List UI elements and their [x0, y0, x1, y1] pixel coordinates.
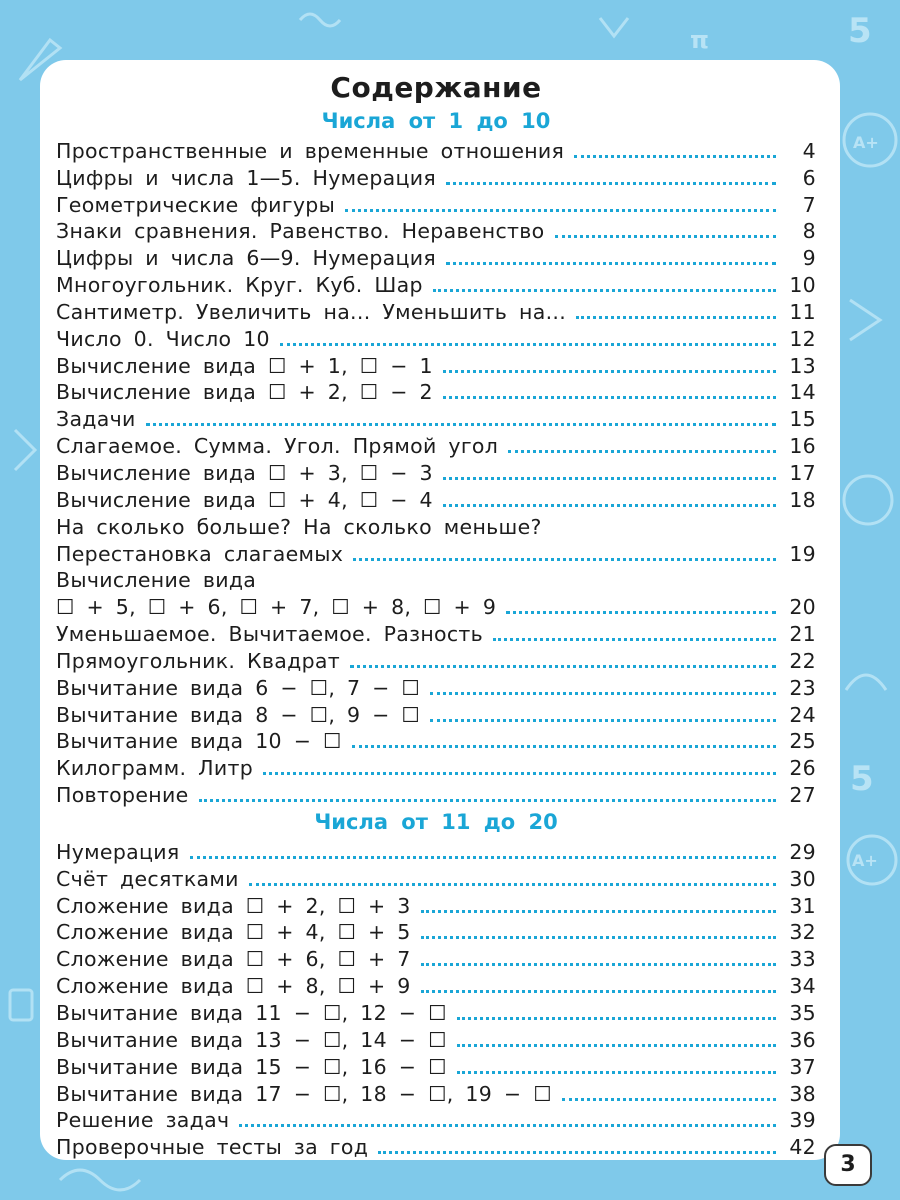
doodle-text: A+: [853, 133, 879, 152]
dot-leader: [506, 611, 776, 614]
dot-leader: [446, 182, 776, 185]
toc-entry-title: Задачи: [56, 407, 136, 432]
toc-entry-page: 13: [789, 353, 816, 378]
dot-leader: [345, 209, 776, 212]
toc-entry-page: 36: [789, 1027, 816, 1052]
toc-entry: [56, 1052, 816, 1079]
toc-entry: [56, 485, 816, 512]
toc-entry: [56, 944, 816, 971]
toc-entry: [56, 297, 816, 324]
dot-leader: [443, 370, 776, 373]
doodle-text: π: [690, 26, 709, 54]
toc-entry-title: Число 0. Число 10: [56, 326, 270, 351]
toc-entry-page: 39: [789, 1108, 816, 1133]
toc-entry-title: Сложение вида ☐ + 6, ☐ + 7: [56, 947, 411, 972]
toc-entry-page: 37: [789, 1054, 816, 1079]
toc-entry-page: 8: [802, 219, 816, 244]
dot-leader: [574, 155, 776, 158]
doodle-text: 5: [850, 759, 874, 799]
toc-entry-page: 42: [789, 1135, 816, 1160]
toc-entry: [56, 700, 816, 727]
dot-leader: [433, 289, 776, 292]
doodle-text: 5: [848, 11, 872, 51]
toc-entry-title: Вычитание вида 6 − ☐, 7 − ☐: [56, 675, 421, 700]
toc-entry-title: Вычисление вида ☐ + 1, ☐ − 1: [56, 353, 433, 378]
toc-entry: [56, 837, 816, 864]
toc-entry: [56, 592, 816, 619]
toc-entry-title: Сложение вида ☐ + 4, ☐ + 5: [56, 920, 411, 945]
toc-entry-title: Счёт десятками: [56, 866, 239, 891]
toc-entry: [56, 512, 816, 539]
toc-entry: [56, 918, 816, 945]
toc-entry: [56, 431, 816, 458]
toc-entry-page: 34: [789, 974, 816, 999]
toc-entry-title: Геометрические фигуры: [56, 192, 336, 217]
toc-entry-page: 22: [789, 648, 816, 673]
toc-entry: [56, 136, 816, 163]
toc-entry-page: 17: [789, 460, 816, 485]
toc-entry: [56, 324, 816, 351]
dot-leader: [457, 1044, 776, 1047]
dot-leader: [239, 1124, 776, 1127]
toc-entry: [56, 378, 816, 405]
toc-entry: [56, 864, 816, 891]
toc-entry: [56, 217, 816, 244]
toc-entry-page: 18: [789, 487, 816, 512]
dot-leader: [443, 504, 776, 507]
toc-entry-page: 25: [789, 729, 816, 754]
toc-entry-page: 9: [802, 246, 816, 271]
toc-entry-page: 33: [789, 947, 816, 972]
toc-entry-title: Решение задач: [56, 1108, 230, 1133]
dot-leader: [190, 856, 776, 859]
toc-entry-page: 23: [789, 675, 816, 700]
dot-leader: [249, 883, 776, 886]
toc-entry-title: Уменьшаемое. Вычитаемое. Разность: [56, 622, 484, 647]
page-number-badge: 3: [824, 1144, 872, 1186]
toc-entry-title: Проверочные тесты за год: [56, 1135, 369, 1160]
section-heading: Числа от 1 до 10: [321, 109, 551, 133]
toc-entry: [56, 998, 816, 1025]
toc-entry: [56, 1132, 816, 1159]
dot-leader: [263, 772, 776, 775]
toc-entry-title: Вычисление вида ☐ + 2, ☐ − 2: [56, 380, 433, 405]
toc-entry: [56, 190, 816, 217]
dot-leader: [199, 799, 777, 802]
dot-leader: [421, 963, 776, 966]
toc-entry-title: Слагаемое. Сумма. Угол. Прямой угол: [56, 434, 499, 459]
toc-entry-page: 32: [789, 920, 816, 945]
dot-leader: [562, 1098, 776, 1101]
toc-entry: [56, 243, 816, 270]
toc-entry-title: На сколько больше? На сколько меньше?: [56, 514, 542, 539]
dot-leader: [378, 1151, 776, 1154]
toc-entry-title: Знаки сравнения. Равенство. Неравенство: [56, 219, 545, 244]
dot-leader: [350, 665, 776, 668]
toc-entry-page: 4: [802, 138, 816, 163]
dot-leader: [443, 396, 776, 399]
toc-entry-page: 6: [802, 165, 816, 190]
doodle-text: A+: [852, 851, 878, 870]
dot-leader: [508, 450, 776, 453]
dot-leader: [430, 692, 776, 695]
dot-leader: [555, 235, 777, 238]
section-heading: Числа от 11 до 20: [314, 810, 558, 835]
toc-entry-page: 31: [789, 893, 816, 918]
toc-entry: [56, 891, 816, 918]
toc-entry-page: 19: [789, 541, 816, 566]
dot-leader: [446, 262, 776, 265]
toc-entry-title: Вычитание вида 13 − ☐, 14 − ☐: [56, 1027, 447, 1052]
toc-entry-title: Нумерация: [56, 839, 180, 864]
dot-leader: [353, 558, 776, 561]
toc-entry: [56, 646, 816, 673]
toc-entry-page: 38: [789, 1081, 816, 1106]
dot-leader: [146, 423, 776, 426]
toc-section: [56, 807, 816, 1159]
toc-entry-title: Сложение вида ☐ + 2, ☐ + 3: [56, 893, 411, 918]
dot-leader: [457, 1017, 776, 1020]
dot-leader: [430, 719, 776, 722]
toc-list: [56, 136, 816, 807]
toc-entry-page: 14: [789, 380, 816, 405]
toc-section: [56, 106, 816, 807]
toc-list: [56, 837, 816, 1159]
toc-entry-page: 16: [789, 434, 816, 459]
toc-entry-title: Вычитание вида 8 − ☐, 9 − ☐: [56, 702, 421, 727]
toc-entry: [56, 458, 816, 485]
toc-entry-title: Сантиметр. Увеличить на... Уменьшить на...: [56, 299, 567, 324]
toc-entry-title: Килограмм. Литр: [56, 756, 254, 781]
toc-entry: [56, 753, 816, 780]
toc-entry-title: Вычитание вида 11 − ☐, 12 − ☐: [56, 1001, 447, 1025]
toc-entry-title: Вычисление вида ☐ + 4, ☐ − 4: [56, 487, 433, 512]
toc-entry-page: 21: [789, 622, 816, 647]
toc-entry: [56, 619, 816, 646]
toc-entry-title: Пространственные и временные отношения: [56, 138, 565, 163]
toc-entry-page: 15: [789, 407, 816, 432]
toc-entry: [56, 539, 816, 566]
toc-entry-page: 27: [789, 783, 816, 808]
toc-entry: [56, 727, 816, 754]
toc-entry: [56, 1025, 816, 1052]
dot-leader: [421, 936, 776, 939]
toc-entry-page: 10: [789, 273, 816, 298]
toc-entry-title: Прямоугольник. Квадрат: [56, 648, 341, 673]
toc-entry-title: Цифры и числа 6—9. Нумерация: [56, 246, 437, 271]
toc-entry: [56, 673, 816, 700]
toc-entry-page: 11: [789, 299, 816, 324]
toc-entry-title: Вычитание вида 17 − ☐, 18 − ☐, 19 − ☐: [56, 1081, 552, 1106]
dot-leader: [421, 990, 776, 993]
dot-leader: [457, 1071, 776, 1074]
toc-entry: [56, 270, 816, 297]
page-title: Содержание: [330, 71, 542, 104]
toc-entry-page: 29: [789, 839, 816, 864]
toc-entry: [56, 971, 816, 998]
toc-entry-page: 26: [789, 756, 816, 781]
dot-leader: [280, 343, 776, 346]
toc-entry: [56, 163, 816, 190]
dot-leader: [443, 477, 776, 480]
toc-entry-title: Сложение вида ☐ + 8, ☐ + 9: [56, 974, 411, 999]
toc-entry-title: ☐ + 5, ☐ + 6, ☐ + 7, ☐ + 8, ☐ + 9: [56, 595, 497, 620]
toc-entry-page: 30: [789, 866, 816, 891]
dot-leader: [493, 638, 776, 641]
toc-entry-title: Вычисление вида ☐ + 3, ☐ − 3: [56, 460, 433, 485]
toc-entry: [56, 1106, 816, 1133]
toc-entry-title: Вычисление вида: [56, 568, 257, 593]
toc-entry-title: Вычитание вида 10 − ☐: [56, 729, 342, 754]
toc-entry-page: 24: [789, 702, 816, 727]
toc-entry-page: 12: [789, 326, 816, 351]
toc-entry-title: Перестановка слагаемых: [56, 541, 344, 566]
toc-entry-title: Повторение: [56, 783, 189, 808]
dot-leader: [421, 910, 776, 913]
toc-entry: [56, 404, 816, 431]
toc-entry-page: 20: [789, 595, 816, 620]
contents-panel: [40, 60, 840, 1160]
toc-entry: [56, 351, 816, 378]
toc-entry-title: Многоугольник. Круг. Куб. Шар: [56, 273, 423, 298]
toc-entry-page: 7: [802, 192, 816, 217]
dot-leader: [352, 745, 776, 748]
dot-leader: [576, 316, 776, 319]
toc-entry-title: Вычитание вида 15 − ☐, 16 − ☐: [56, 1054, 447, 1079]
toc-entry: [56, 780, 816, 807]
toc-entry: [56, 1079, 816, 1106]
toc-entry: [56, 566, 816, 593]
toc-entry-title: Цифры и числа 1—5. Нумерация: [56, 165, 437, 190]
toc-entry-page: 35: [789, 1001, 816, 1025]
